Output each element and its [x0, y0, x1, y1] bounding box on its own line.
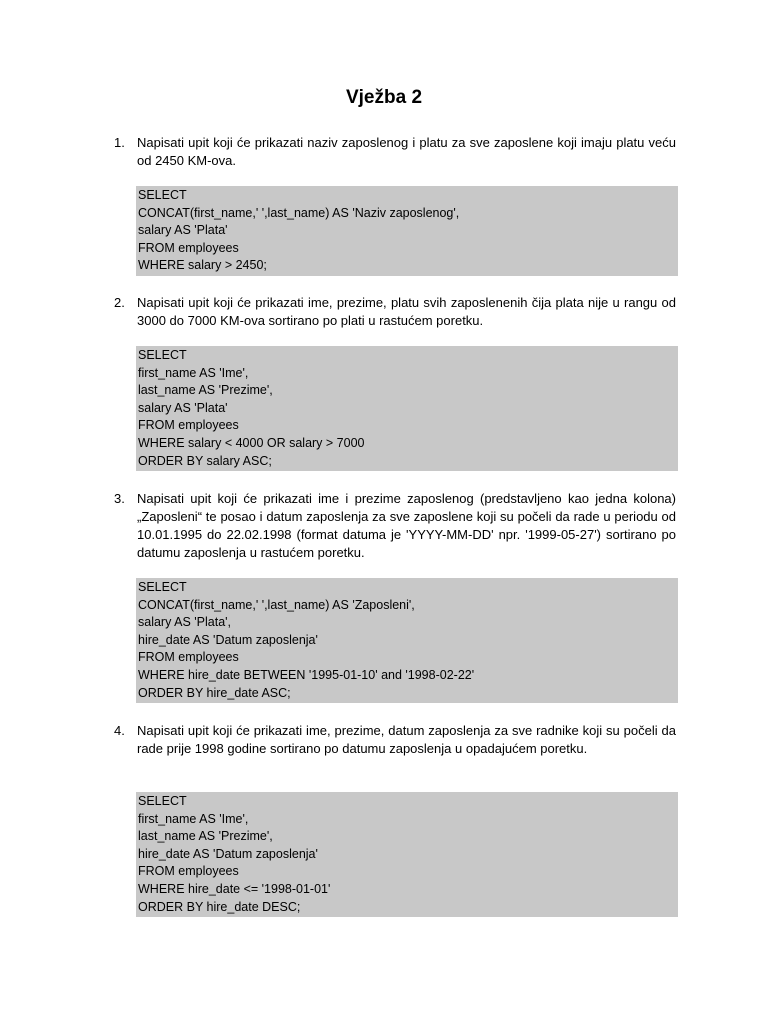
code-line: ORDER BY hire_date ASC; — [138, 685, 291, 700]
code-line: first_name AS 'Ime', — [138, 365, 249, 380]
task-2 — [114, 294, 676, 330]
code-line: FROM employees — [138, 240, 239, 255]
code-line: WHERE hire_date <= '1998-01-01' — [138, 881, 331, 896]
code-line: salary AS 'Plata' — [138, 400, 228, 415]
code-block-2 — [136, 346, 678, 471]
code-block-4 — [136, 792, 678, 917]
page-title: Vježba 2 — [345, 87, 423, 108]
task-text: Napisati upit koji će prikazati ime, prezime, datum zaposlenja za sve radnike koji su počeli da rade prije 1998 godine sortirano po datumu zaposlenja u opadajućem poretku. — [137, 723, 676, 756]
code-line: hire_date AS 'Datum zaposlenja' — [138, 632, 318, 647]
code-line: FROM employees — [138, 418, 239, 433]
code-line: first_name AS 'Ime', — [138, 811, 249, 826]
code-line: salary AS 'Plata', — [138, 615, 232, 630]
task-text: Napisati upit koji će prikazati ime, prezime, platu svih zaposlenenih čija plata nije u rangu od 3000 do 7000 KM-ova sortirano po plati u rastućem poretku. — [137, 295, 676, 328]
code-line: SELECT — [138, 580, 187, 594]
code-line: last_name AS 'Prezime', — [138, 383, 273, 398]
task-1 — [114, 134, 676, 170]
code-line: ORDER BY salary ASC; — [138, 453, 272, 468]
code-line: CONCAT(first_name,' ',last_name) AS 'Naziv zaposlenog', — [138, 205, 460, 220]
code-line: last_name AS 'Prezime', — [138, 829, 273, 844]
task-number: 3. — [114, 491, 125, 506]
task-3 — [114, 490, 676, 562]
code-line: CONCAT(first_name,' ',last_name) AS 'Zaposleni', — [138, 597, 415, 612]
code-block-1 — [136, 186, 678, 276]
code-line: ORDER BY hire_date DESC; — [138, 899, 301, 914]
code-block-3 — [136, 578, 678, 703]
code-line: FROM employees — [138, 650, 239, 665]
code-line: FROM employees — [138, 864, 239, 879]
task-4 — [114, 722, 676, 758]
task-number: 1. — [114, 135, 125, 150]
code-line: salary AS 'Plata' — [138, 223, 228, 238]
code-line: WHERE hire_date BETWEEN '1995-01-10' and '1998-02-22' — [138, 667, 475, 682]
task-text: Napisati upit koji će prikazati ime i prezime zaposlenog (predstavljeno kao jedna kolona) „Zaposleni“ te posao i datum zaposlenja za sve zaposlene koji su počeli da rade u periodu od 10.01.1995 do 22.02.1998 (format datuma je 'YYYY-MM-DD' npr. '1999-05-27') sortirano po datumu zaposlenja u rastućem poretku. — [137, 491, 676, 560]
task-text: Napisati upit koji će prikazati naziv zaposlenog i platu za sve zaposlene koji imaju platu veću od 2450 KM-ova. — [137, 135, 676, 168]
task-number: 2. — [114, 295, 125, 310]
task-number: 4. — [114, 723, 125, 738]
code-line: SELECT — [138, 188, 187, 202]
code-line: hire_date AS 'Datum zaposlenja' — [138, 846, 318, 861]
code-line: WHERE salary > 2450; — [138, 258, 267, 273]
code-line: WHERE salary < 4000 OR salary > 7000 — [138, 435, 365, 450]
code-line: SELECT — [138, 348, 187, 362]
code-line: SELECT — [138, 794, 187, 808]
